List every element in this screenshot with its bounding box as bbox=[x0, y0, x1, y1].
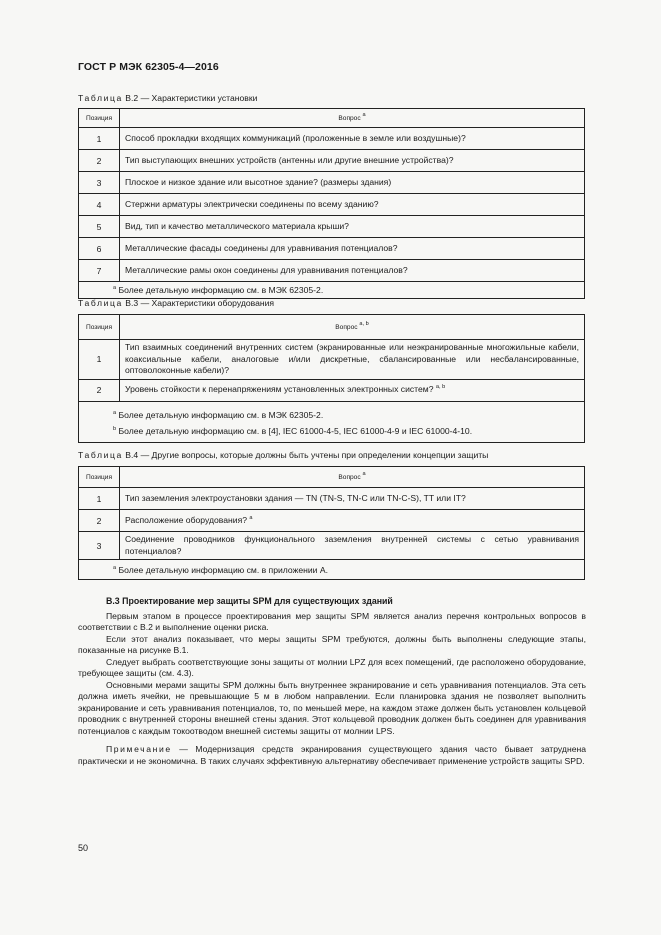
row-position: 5 bbox=[79, 216, 120, 238]
row-position: 1 bbox=[79, 488, 120, 510]
page-number: 50 bbox=[78, 843, 89, 853]
table-row bbox=[79, 194, 585, 216]
section-title: В.3 Проектирование мер защиты SPM для существующих зданий bbox=[106, 596, 393, 606]
footnote-mark: a bbox=[362, 111, 366, 118]
col-question-header bbox=[120, 109, 585, 128]
table-header-row bbox=[79, 467, 585, 488]
table-b2 bbox=[78, 108, 585, 299]
table-row bbox=[79, 172, 585, 194]
footnote-mark: а bbox=[362, 470, 366, 477]
footnote-mark: а, b bbox=[359, 320, 369, 327]
row-position: 2 bbox=[79, 510, 120, 532]
note-text: — Модернизация средств экранирования существующего здания часто бывает затруднена практически и не экономична. В таких случаях эффективную альтернативу обеспечивает применение устройств защиты SPD. bbox=[78, 744, 586, 766]
table-footnote-row bbox=[79, 560, 585, 580]
header-label: Вопрос bbox=[335, 323, 358, 331]
footnote-mark: а bbox=[249, 514, 253, 521]
header-label: Вопрос bbox=[338, 114, 361, 122]
table-row bbox=[79, 238, 585, 260]
table-footnote bbox=[79, 401, 585, 442]
table-row bbox=[79, 379, 585, 401]
col-question-header bbox=[120, 467, 585, 488]
col-question-header bbox=[120, 315, 585, 340]
row-position: 7 bbox=[79, 260, 120, 282]
paragraph: Если этот анализ показывает, что меры защиты SPM требуются, должны быть выполнены следующие этапы, показанные на рисунке В.1. bbox=[78, 633, 586, 655]
table-b3 bbox=[78, 314, 585, 443]
caption-label: Таблица bbox=[78, 93, 123, 103]
row-question: Металлические фасады соединены для уравнивания потенциалов? bbox=[120, 238, 585, 260]
row-question: Тип взаимных соединений внутренних систем (экранированные или неэкранированные многожильные кабели, коаксиальные кабели, аналоговые и/или дискретные, сбалансированные или несбалансированные, оптоволоконные кабели)? bbox=[120, 340, 585, 380]
row-position: 4 bbox=[79, 194, 120, 216]
footnote-mark: а bbox=[113, 565, 117, 572]
document-header: ГОСТ Р МЭК 62305-4—2016 bbox=[78, 61, 219, 73]
caption-label: Таблица bbox=[78, 298, 123, 308]
table-row bbox=[79, 216, 585, 238]
table-b4 bbox=[78, 466, 585, 580]
table-footnote bbox=[79, 560, 585, 580]
table-footnote-row bbox=[79, 282, 585, 299]
col-position-header: Позиция bbox=[79, 315, 120, 340]
row-question bbox=[120, 379, 585, 401]
col-position-header: Позиция bbox=[79, 467, 120, 488]
table-footnote bbox=[79, 282, 585, 299]
row-position: 2 bbox=[79, 379, 120, 401]
footnote-mark: a bbox=[113, 285, 117, 291]
row-question: Плоское и низкое здание или высотное здание? (размеры здания) bbox=[120, 172, 585, 194]
table-row bbox=[79, 128, 585, 150]
footnote-text: Более детальную информацию см. в МЭК 62305-2. bbox=[116, 285, 324, 295]
caption-text: В.2 — Характеристики установки bbox=[122, 93, 258, 103]
footnote-text: Более детальную информацию см. в МЭК 62305-2. bbox=[116, 409, 324, 420]
footnote-text: Более детальную информацию см. в приложении А. bbox=[116, 565, 328, 576]
caption-label: Таблица bbox=[78, 450, 123, 460]
caption-text: В.3 — Характеристики оборудования bbox=[122, 298, 275, 308]
question-text: Уровень стойкости к перенапряжениям установленных электронных систем? bbox=[125, 384, 434, 395]
question-text: Расположение оборудования? bbox=[125, 514, 247, 525]
table-header-row bbox=[79, 315, 585, 340]
row-position: 3 bbox=[79, 172, 120, 194]
row-position: 1 bbox=[79, 340, 120, 380]
table-footnote-row bbox=[79, 401, 585, 442]
table-b2-caption bbox=[78, 93, 257, 103]
table-row bbox=[79, 340, 585, 380]
table-row bbox=[79, 260, 585, 282]
table-b4-caption bbox=[78, 450, 488, 460]
paragraph: Первым этапом в процессе проектирования мер защиты SPM является анализ перечня контрольных вопросов в соответствии с В.2 и выполнение оценки риска. bbox=[78, 610, 586, 632]
row-question: Металлические рамы окон соединены для уравнивания потенциалов? bbox=[120, 260, 585, 282]
row-position: 6 bbox=[79, 238, 120, 260]
row-position: 2 bbox=[79, 150, 120, 172]
row-question: Вид, тип и качество металлического материала крыши? bbox=[120, 216, 585, 238]
header-label: Вопрос bbox=[338, 473, 361, 481]
paragraph: Следует выбрать соответствующие зоны защиты от молнии LPZ для всех помещений, где расположено оборудование, требующее защиты (см. 4.3). bbox=[78, 656, 586, 678]
row-question: Способ прокладки входящих коммуникаций (проложенные в земле или воздушные)? bbox=[120, 128, 585, 150]
footnote-mark: a bbox=[113, 409, 117, 416]
row-question: Соединение проводников функционального заземления внутренней системы с сетью уравнивания потенциалов? bbox=[120, 532, 585, 560]
footnote-text: Более детальную информацию см. в [4], IEC 61000-4-5, IEC 61000-4-9 и IEC 61000-4-10. bbox=[116, 425, 473, 436]
row-question: Стержни арматуры электрически соединены по всему зданию? bbox=[120, 194, 585, 216]
table-header-row bbox=[79, 109, 585, 128]
section-b3 bbox=[78, 596, 586, 767]
row-position: 3 bbox=[79, 532, 120, 560]
row-question bbox=[120, 510, 585, 532]
row-position: 1 bbox=[79, 128, 120, 150]
table-row bbox=[79, 532, 585, 560]
footnote-mark: а, b bbox=[435, 384, 446, 391]
footnote-a bbox=[113, 407, 584, 423]
note-label: Примечание bbox=[106, 744, 172, 754]
footnote-mark: b bbox=[113, 425, 117, 432]
table-row bbox=[79, 510, 585, 532]
row-question: Тип выступающих внешних устройств (антенны или другие внешние устройства)? bbox=[120, 150, 585, 172]
row-question: Тип заземления электроустановки здания — TN (TN-S, TN-C или TN-C-S), TT или IT? bbox=[120, 488, 585, 510]
table-row bbox=[79, 150, 585, 172]
table-b3-caption bbox=[78, 298, 274, 308]
note-paragraph bbox=[78, 744, 586, 767]
col-position-header: Позиция bbox=[79, 109, 120, 128]
paragraph: Основными мерами защиты SPM должны быть внутреннее экранирование и сеть уравнивания потенциалов. Эта сеть должна иметь ячейки, не превышающие 5 м в любом направлении. Если планировка здания не позволяет выполнить экранирование и сеть уравнивания потенциалов, то, по меньшей мере, на каждом этаже должен быть установлен кольцевой проводник с внутренней стороны внешней стены здания. Этот кольцевой проводник должен быть соединен для уравнивания потенциалов с каждым токоотводом внешней системы защиты от молнии LPS. bbox=[78, 679, 586, 736]
table-row bbox=[79, 488, 585, 510]
footnote-b bbox=[113, 423, 584, 439]
caption-text: В.4 — Другие вопросы, которые должны быть учтены при определении концепции защиты bbox=[122, 450, 489, 460]
